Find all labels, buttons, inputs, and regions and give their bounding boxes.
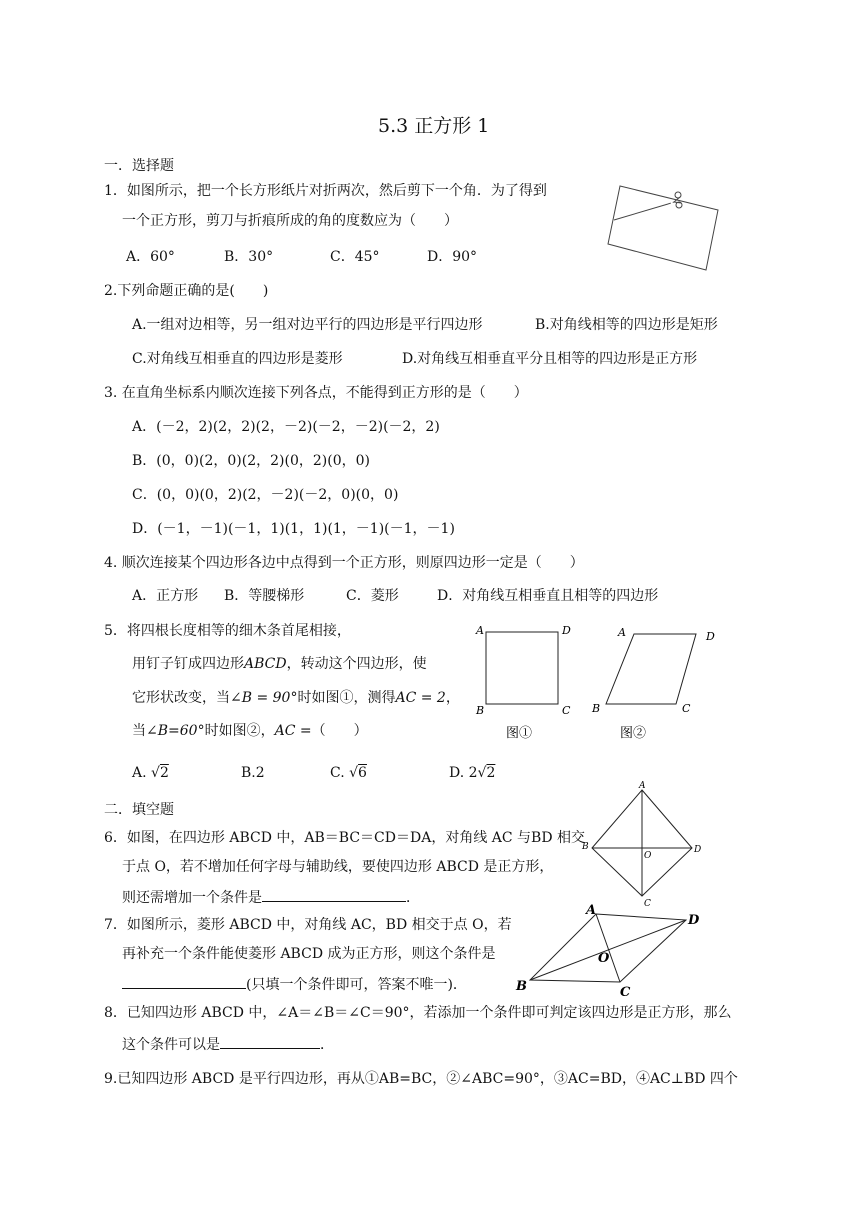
q5-figure-rhombus <box>590 620 730 740</box>
q4-option-a: A．正方形 <box>132 588 199 604</box>
fig2-label-d: D <box>706 630 715 643</box>
q5-line4-text-b: 时如图②， <box>204 723 275 739</box>
q6-fig-label-o: O <box>644 851 652 861</box>
q6-fig-label-c: C <box>644 899 651 909</box>
q5-condition-60: ∠B=60° <box>146 723 205 739</box>
q4-option-c: C．菱形 <box>346 588 399 604</box>
fig2-label-a: A <box>618 626 626 639</box>
q6-fig-label-a: A <box>639 781 646 791</box>
q5-line3-text-c: ， <box>445 690 460 706</box>
q2-option-b: B.对角线相等的四边形是矩形 <box>535 317 718 333</box>
q5-option-d: D. 2√2 <box>449 765 496 781</box>
q5-option-d-label: D. 2 <box>449 765 478 781</box>
q4-option-d: D．对角线互相垂直且相等的四边形 <box>437 588 659 604</box>
q6-answer-blank[interactable] <box>262 887 406 902</box>
q5-option-c-radicand: 6 <box>358 765 367 781</box>
q2-option-d: D.对角线互相垂直平分且相等的四边形是正方形 <box>402 351 698 367</box>
q1-option-d: D．90° <box>427 249 478 265</box>
q1-option-b: B．30° <box>224 249 274 265</box>
q8-answer-blank[interactable] <box>220 1034 320 1049</box>
fig1-label-a: A <box>476 624 484 637</box>
q7-line3 <box>122 974 467 994</box>
q1-line1: 1．如图所示，把一个长方形纸片对折两次，然后剪下一个角．为了得到 <box>104 183 547 199</box>
q6-line3-text: 则还需增加一个条件是 <box>122 890 262 906</box>
q7-fig-label-o: O <box>598 951 610 966</box>
q9-line1: 9.已知四边形 ABCD 是平行四边形，再从①AB=BC，②∠ABC=90°，③AC=BD，④AC⊥BD 四个 <box>104 1071 738 1087</box>
q4-stem: 4. 顺次连接某个四边形各边中点得到一个正方形，则原四边形一定是（ ） <box>104 555 584 571</box>
q5-line1: 5．将四根长度相等的细木条首尾相接， <box>104 623 351 639</box>
q8-line2 <box>122 1034 334 1054</box>
q5-figure-square <box>472 620 582 740</box>
q6-fig-label-d: D <box>694 845 702 855</box>
q7-fig-label-a: A <box>586 903 597 918</box>
q1-option-c: C．45° <box>330 249 380 265</box>
q5-line4-text-c: （ ） <box>311 723 368 739</box>
q5-line3-text-a: 它形状改变，当 <box>132 690 230 706</box>
q7-figure <box>510 902 710 998</box>
section-heading-choice: 一．选择题 <box>104 158 174 174</box>
q5-quad-name: ABCD <box>244 656 287 672</box>
q6-line3-end: ． <box>406 890 420 906</box>
q5-option-a-label: A. <box>132 765 147 781</box>
q3-option-d: D．(－1，－1)(－1，1)(1，1)(1，－1)(－1，－1) <box>132 521 455 537</box>
q3-stem: 3. 在直角坐标系内顺次连接下列各点，不能得到正方形的是（ ） <box>104 385 528 401</box>
q1-folded-paper-figure <box>606 180 726 276</box>
fig2-caption: 图② <box>620 726 647 741</box>
q3-option-b: B．(0，0)(2，0)(2，2)(0，2)(0，0) <box>132 453 370 469</box>
q1-option-a: A．60° <box>126 249 175 265</box>
page-title: 5.3 正方形 1 <box>378 115 490 137</box>
fig2-label-c: C <box>682 702 691 715</box>
q6-line1: 6．如图，在四边形 ABCD 中，AB＝BC＝CD＝DA，对角线 AC 与BD 相交 <box>104 830 586 846</box>
q8-line2-end: ． <box>320 1037 334 1053</box>
fig2-label-b: B <box>592 702 601 715</box>
q5-line2-text-b: ，转动这个四边形，使 <box>286 656 427 672</box>
q7-answer-blank[interactable] <box>122 974 246 989</box>
q5-option-c-label: C. <box>330 765 345 781</box>
q5-ac-equals-2: AC = 2 <box>395 690 446 706</box>
q6-line2: 于点 O，若不增加任何字母与辅助线，要使四边形 ABCD 是正方形， <box>122 859 554 875</box>
section-heading-fill: 二．填空题 <box>104 802 174 818</box>
q5-line3 <box>132 689 460 707</box>
q7-line3-text: (只填一个条件即可，答案不唯一)． <box>246 977 467 993</box>
q5-line4 <box>132 722 368 740</box>
q7-line1: 7．如图所示，菱形 ABCD 中，对角线 AC，BD 相交于点 O，若 <box>104 917 512 933</box>
q5-option-a: A. √2 <box>132 765 169 781</box>
fig1-label-d: D <box>562 624 571 637</box>
q3-option-c: C．(0，0)(0，2)(2，－2)(－2，0)(0，0) <box>132 487 399 503</box>
q6-figure <box>578 778 708 908</box>
fig1-label-b: B <box>476 704 485 717</box>
q1-line2: 一个正方形，剪刀与折痕所成的角的度数应为（ ） <box>122 213 458 229</box>
q8-line1: 8．已知四边形 ABCD 中，∠A＝∠B＝∠C＝90°，若添加一个条件即可判定该四边形是正方形，那么 <box>104 1005 732 1021</box>
q7-fig-label-d: D <box>688 913 700 928</box>
q2-option-a: A.一组对边相等，另一组对边平行的四边形是平行四边形 <box>132 317 483 333</box>
q5-option-c: C. √6 <box>330 765 367 781</box>
q5-line3-text-b: 时如图①，测得 <box>297 690 396 706</box>
q7-line2: 再补充一个条件能使菱形 ABCD 成为正方形，则这个条件是 <box>122 946 496 962</box>
q5-option-a-radicand: 2 <box>159 765 169 781</box>
q4-option-b: B．等腰梯形 <box>224 588 305 604</box>
q5-condition-90: ∠B = 90° <box>230 690 298 706</box>
q5-line2-text-a: 用钉子钉成四边形 <box>132 656 244 672</box>
fig1-label-c: C <box>562 704 571 717</box>
q3-option-a: A．(－2，2)(2，2)(2，－2)(－2，－2)(－2，2) <box>132 419 440 435</box>
q5-ac-equals: AC = <box>274 723 312 739</box>
q7-fig-label-b: B <box>516 979 527 994</box>
fig1-caption: 图① <box>506 726 533 741</box>
q2-stem: 2.下列命题正确的是( ) <box>104 283 269 299</box>
q2-option-c: C.对角线互相垂直的四边形是菱形 <box>132 351 343 367</box>
q5-line2 <box>132 655 427 673</box>
q8-line2-text: 这个条件可以是 <box>122 1037 220 1053</box>
q5-line4-text-a: 当 <box>132 723 146 739</box>
q6-line3 <box>122 887 420 907</box>
q7-fig-label-c: C <box>620 985 631 1000</box>
q5-option-b: B.2 <box>241 765 265 781</box>
q5-option-d-radicand: 2 <box>486 765 496 781</box>
q6-fig-label-b: B <box>582 842 589 852</box>
